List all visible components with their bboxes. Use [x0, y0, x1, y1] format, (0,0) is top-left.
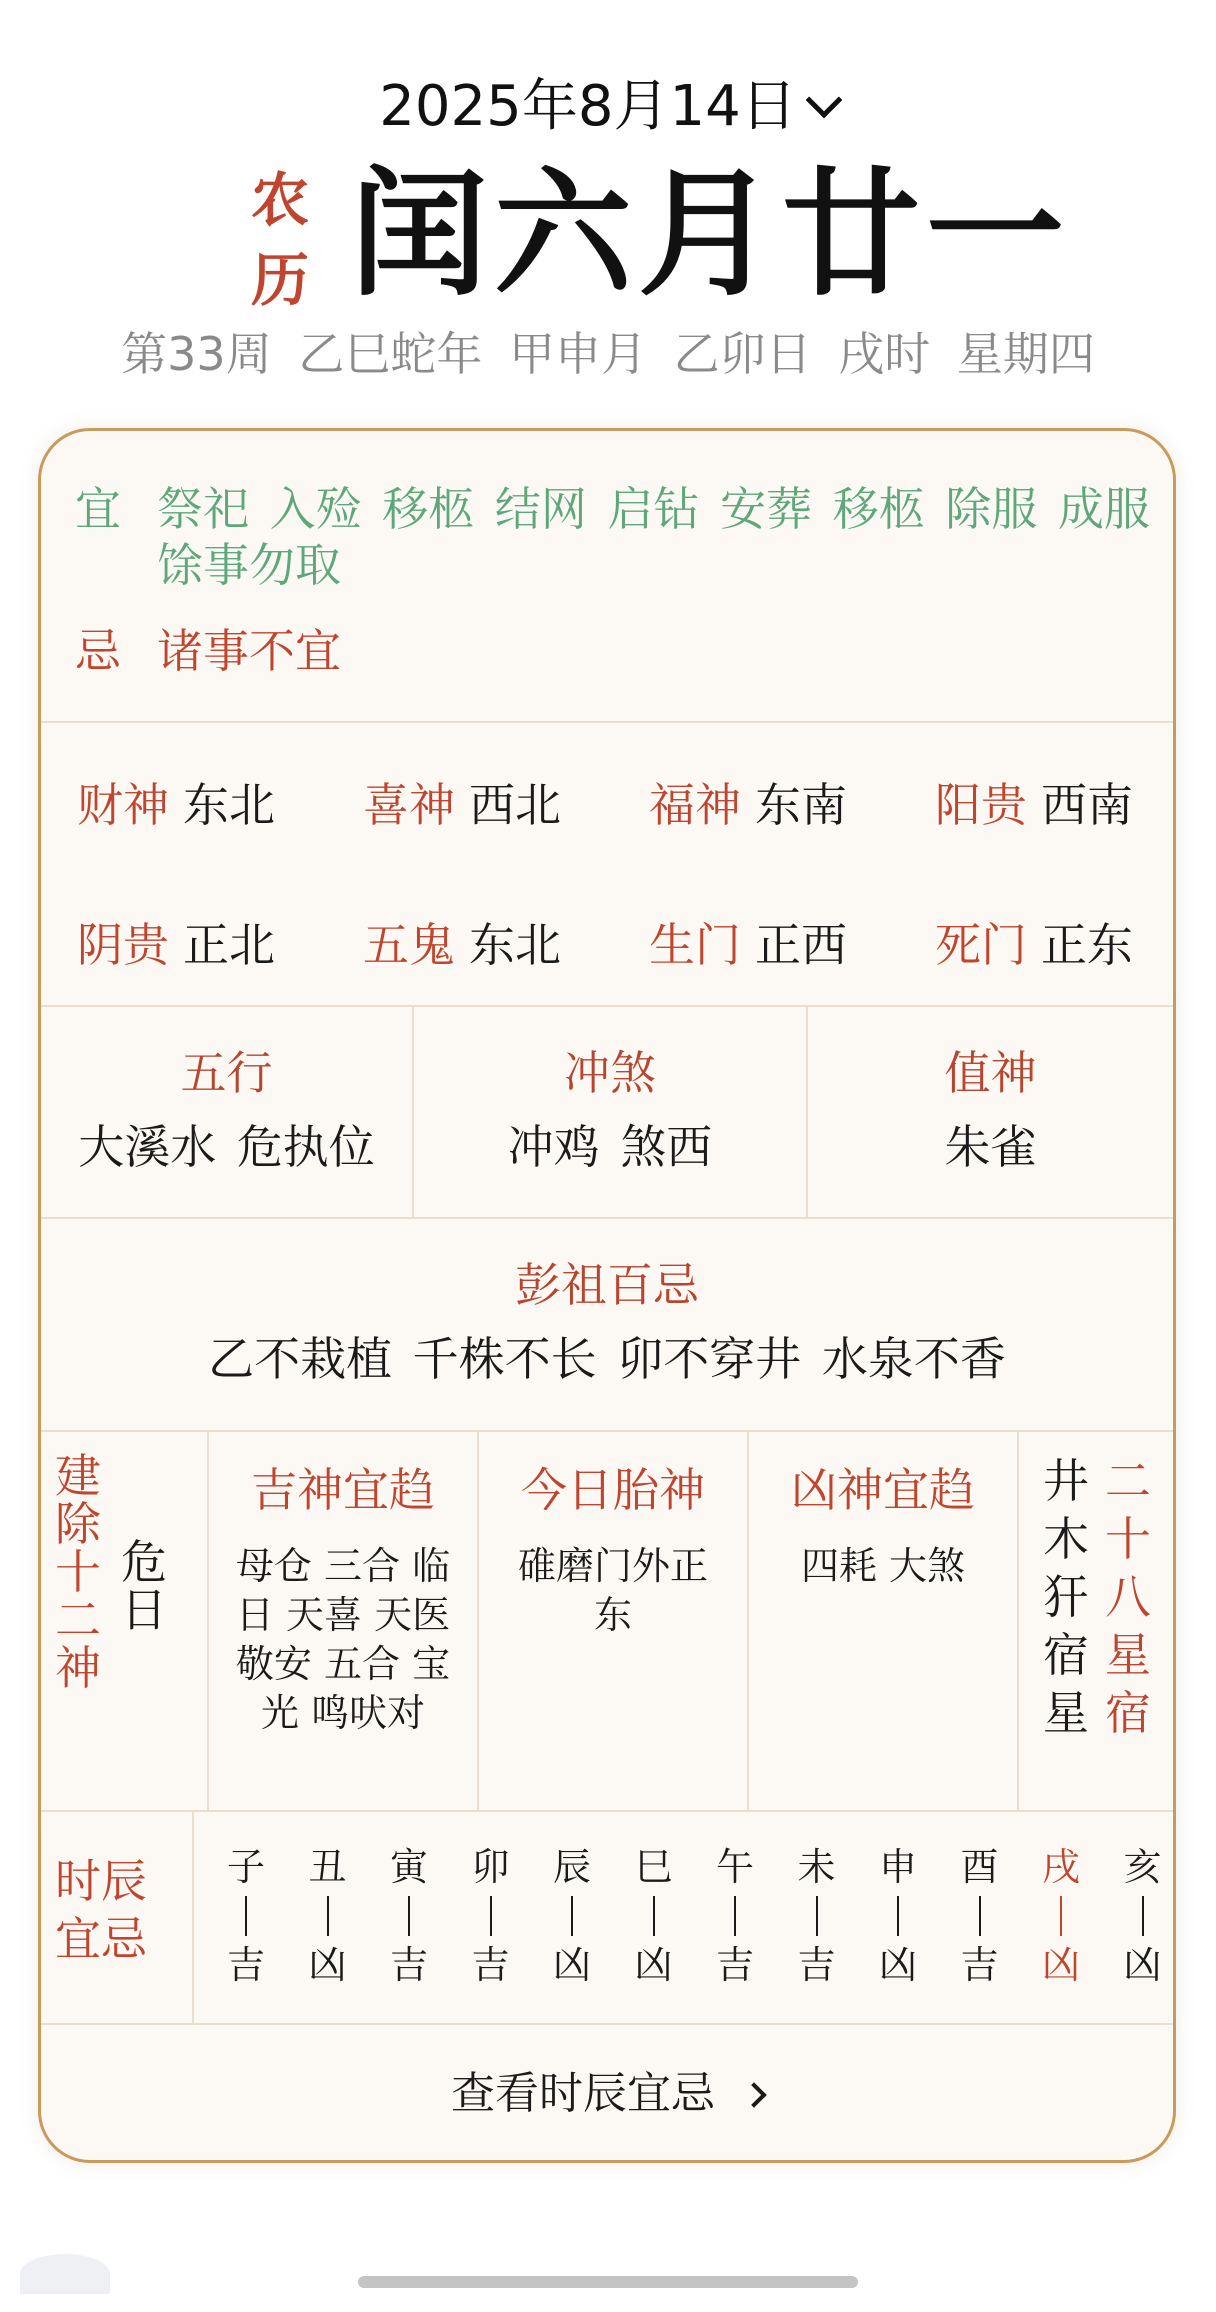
- chongsha-title: 冲煞: [564, 1046, 656, 1100]
- date-label: 2025年8月14日: [379, 74, 797, 139]
- ganzhi-day: 乙卯日: [673, 327, 812, 381]
- hour-branch: 寅: [389, 1845, 428, 1889]
- hour-divider: [897, 1896, 899, 1936]
- taishen-cell: [479, 1432, 749, 1810]
- hour-divider: [653, 1896, 655, 1936]
- hour-luck: 吉: [715, 1943, 754, 1987]
- hour-luck: 吉: [797, 1943, 836, 1987]
- date-picker[interactable]: [0, 72, 1216, 142]
- hour-branch: 申: [878, 1845, 917, 1889]
- hour-divider: [979, 1896, 981, 1936]
- shensha-section: [41, 1432, 1173, 1812]
- chongsha-value: 冲鸡 煞西: [507, 1120, 713, 1174]
- ji-text: 诸事不宜: [157, 624, 341, 678]
- hour-item: [298, 1842, 358, 1990]
- jianchu-value: 危日: [121, 1535, 167, 1637]
- zhishen-title: 值神: [944, 1046, 1037, 1100]
- hour-item: [542, 1842, 602, 1990]
- xiongshen-title: 凶神宜趋: [791, 1463, 975, 1517]
- hours-label-cell: [41, 1812, 194, 2023]
- pengzu-value: 乙不栽植 千株不长 卯不穿井 水泉不香: [208, 1332, 1006, 1386]
- direction-item: 生门 正西: [649, 918, 847, 972]
- ganzhi-year: 乙巳蛇年: [298, 327, 483, 381]
- wuxing-value: 大溪水 危执位: [78, 1120, 375, 1174]
- hour-luck: 凶: [1123, 1943, 1162, 1987]
- hour-branch: 子: [226, 1845, 265, 1889]
- peek-element: [20, 2254, 110, 2294]
- hour-item: [216, 1842, 276, 1990]
- hour-item: [705, 1842, 765, 1990]
- ganzhi-info: [0, 322, 1216, 386]
- jianchu-cell: [41, 1432, 209, 1810]
- hour-divider: [408, 1896, 410, 1936]
- hour-branch: 卯: [471, 1845, 510, 1889]
- hour-luck: 凶: [552, 1943, 591, 1987]
- hour-divider: [734, 1896, 736, 1936]
- hour-divider: [327, 1896, 329, 1936]
- hour-item: [379, 1842, 439, 1990]
- hour-branch: 辰: [552, 1845, 591, 1889]
- direction-item: 财神 东北: [77, 778, 275, 832]
- wuxing-title: 五行: [180, 1046, 273, 1100]
- hour-item: [1113, 1842, 1173, 1990]
- hour-branch: 午: [715, 1845, 754, 1889]
- hour-branch: 戌: [1041, 1845, 1080, 1889]
- home-indicator[interactable]: [358, 2276, 858, 2288]
- hour-divider: [490, 1896, 492, 1936]
- hour-item: [868, 1842, 928, 1990]
- chevron-right-icon: [741, 2082, 766, 2107]
- hour-item: [624, 1842, 684, 1990]
- ganzhi-month: 甲申月: [508, 327, 647, 381]
- hour-luck: 吉: [471, 1943, 510, 1987]
- lunar-tag: [248, 160, 312, 320]
- hour-divider: [816, 1896, 818, 1936]
- lunar-date: 闰六月廿一: [350, 154, 1071, 315]
- hour-item: [787, 1842, 847, 1990]
- view-hours-button[interactable]: [41, 2025, 1173, 2163]
- direction-item: 喜神 西北: [363, 778, 561, 832]
- hour-branch: 巳: [634, 1845, 673, 1889]
- pengzu-section: [41, 1219, 1173, 1432]
- ganzhi-hour: 戌时: [838, 327, 931, 381]
- xiu-value: 井木犴宿星: [1043, 1454, 1089, 1740]
- yi-ji-section: [41, 431, 1173, 723]
- view-hours-label: 查看时辰宜忌: [451, 2068, 715, 2119]
- lunar-date-header: [0, 150, 1216, 320]
- weekday: 星期四: [956, 327, 1095, 381]
- hour-branch: 酉: [960, 1845, 999, 1889]
- direction-item: 五鬼 东北: [363, 918, 561, 972]
- jishen-cell: [209, 1432, 479, 1810]
- direction-item: 阳贵 西南: [935, 778, 1133, 832]
- direction-item: 死门 正东: [935, 918, 1133, 972]
- hour-luck: 凶: [878, 1943, 917, 1987]
- xiongshen-cell: [749, 1432, 1019, 1810]
- wuxing-cell: [41, 1007, 414, 1217]
- zhishen-cell: [808, 1007, 1173, 1217]
- hour-divider: [245, 1896, 247, 1936]
- hour-branch: 亥: [1123, 1845, 1162, 1889]
- hour-luck: 凶: [1041, 1943, 1080, 1987]
- almanac-card: [38, 428, 1176, 2163]
- ji-label: 忌: [75, 624, 121, 678]
- lunar-tag-top: 农: [250, 166, 309, 234]
- hours-section: [41, 1812, 1173, 2025]
- hour-luck: 凶: [634, 1943, 673, 1987]
- xiu-title: 二十八星宿: [1105, 1454, 1151, 1740]
- direction-item: 福神 东南: [649, 778, 847, 832]
- hour-item: [950, 1842, 1010, 1990]
- jianchu-title: 建除十二神: [55, 1449, 101, 1695]
- xiu-cell: [1019, 1432, 1173, 1810]
- hour-item: [1031, 1842, 1091, 1990]
- hour-divider: [1060, 1896, 1062, 1936]
- hour-branch: 丑: [308, 1845, 347, 1889]
- xiongshen-value: 四耗 大煞: [800, 1544, 966, 1588]
- hour-luck: 吉: [226, 1943, 265, 1987]
- directions-section: [41, 723, 1173, 1007]
- hour-luck: 吉: [960, 1943, 999, 1987]
- hour-luck: 吉: [389, 1943, 428, 1987]
- chevron-down-icon: [805, 82, 842, 119]
- jishen-title: 吉神宜趋: [251, 1463, 435, 1517]
- lunar-tag-bottom: 历: [250, 246, 309, 314]
- yi-text: 祭祀 入殓 移柩 结网 启钻 安葬 移柩 除服 成服 馀事勿取: [157, 482, 1150, 592]
- direction-item: 阴贵 正北: [77, 918, 275, 972]
- taishen-value: 碓磨门外正东: [517, 1544, 708, 1637]
- hour-branch: 未: [797, 1845, 836, 1889]
- taishen-title: 今日胎神: [521, 1463, 705, 1517]
- yi-label: 宜: [75, 482, 121, 536]
- hour-divider: [571, 1896, 573, 1936]
- pengzu-title: 彭祖百忌: [515, 1258, 699, 1312]
- hours-label: 时辰宜忌: [55, 1854, 147, 1966]
- wuxing-chongsha-zhishen-section: [41, 1007, 1173, 1219]
- week-number: 第33周: [121, 327, 272, 381]
- hour-item: [461, 1842, 521, 1990]
- hour-luck: 凶: [308, 1943, 347, 1987]
- jishen-value: 母仓 三合 临日 天喜 天医 敬安 五合 宝光 鸣吠对: [235, 1544, 451, 1735]
- hour-divider: [1142, 1896, 1144, 1936]
- zhishen-value: 朱雀: [944, 1120, 1037, 1174]
- chongsha-cell: [414, 1007, 808, 1217]
